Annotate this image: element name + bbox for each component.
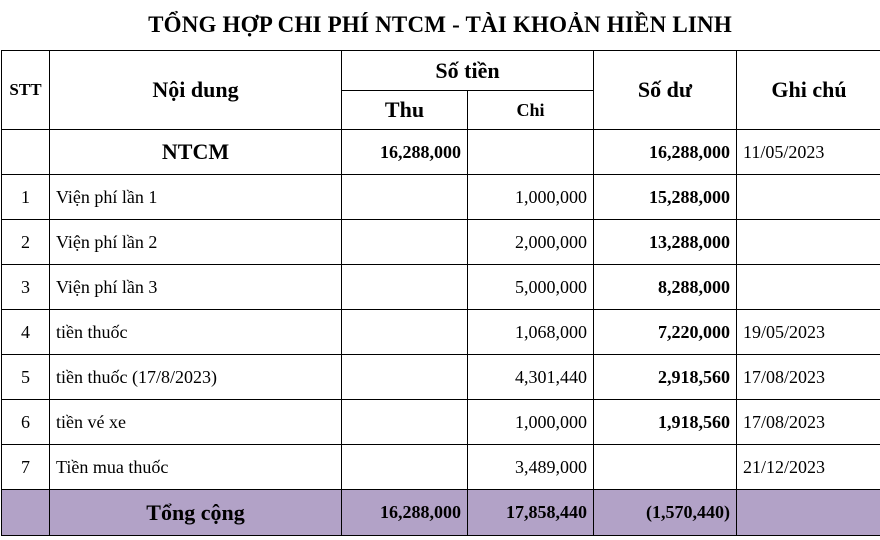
total-ghi-chu[interactable] xyxy=(737,490,880,536)
row-ghi-chu[interactable] xyxy=(737,220,880,265)
opening-stt-cell[interactable] xyxy=(2,130,50,175)
row-stt[interactable]: 7 xyxy=(2,445,50,490)
header-stt[interactable]: STT xyxy=(2,51,50,130)
total-row xyxy=(2,490,880,536)
row-thu[interactable] xyxy=(342,220,468,265)
table-row xyxy=(2,355,880,400)
row-ghi-chu[interactable] xyxy=(737,265,880,310)
opening-chi-cell[interactable] xyxy=(468,130,594,175)
row-thu[interactable] xyxy=(342,355,468,400)
total-thu[interactable]: 16,288,000 xyxy=(342,490,468,536)
row-thu[interactable] xyxy=(342,400,468,445)
header-noi-dung[interactable]: Nội dung xyxy=(50,51,342,130)
row-thu[interactable] xyxy=(342,265,468,310)
row-thu[interactable] xyxy=(342,175,468,220)
row-noi-dung[interactable]: Viện phí lần 3 xyxy=(50,265,342,310)
row-chi[interactable]: 3,489,000 xyxy=(468,445,594,490)
table-row xyxy=(2,400,880,445)
row-stt[interactable]: 2 xyxy=(2,220,50,265)
row-thu[interactable] xyxy=(342,310,468,355)
row-chi[interactable]: 1,000,000 xyxy=(468,175,594,220)
row-so-du[interactable]: 7,220,000 xyxy=(594,310,737,355)
header-so-du[interactable]: Số dư xyxy=(594,51,737,130)
row-so-du[interactable]: 8,288,000 xyxy=(594,265,737,310)
row-noi-dung[interactable]: tiền thuốc (17/8/2023) xyxy=(50,355,342,400)
row-chi[interactable]: 1,000,000 xyxy=(468,400,594,445)
row-ghi-chu[interactable]: 21/12/2023 xyxy=(737,445,880,490)
table-row xyxy=(2,310,880,355)
table-row xyxy=(2,175,880,220)
opening-row xyxy=(2,130,880,175)
row-so-du[interactable]: 2,918,560 xyxy=(594,355,737,400)
row-stt[interactable]: 3 xyxy=(2,265,50,310)
row-chi[interactable]: 2,000,000 xyxy=(468,220,594,265)
total-chi[interactable]: 17,858,440 xyxy=(468,490,594,536)
row-so-du[interactable]: 1,918,560 xyxy=(594,400,737,445)
row-noi-dung[interactable]: tiền thuốc xyxy=(50,310,342,355)
table-row xyxy=(2,265,880,310)
total-label[interactable]: Tổng cộng xyxy=(50,490,342,536)
row-ghi-chu[interactable]: 19/05/2023 xyxy=(737,310,880,355)
row-stt[interactable]: 4 xyxy=(2,310,50,355)
header-chi[interactable]: Chi xyxy=(468,91,594,130)
row-ghi-chu[interactable] xyxy=(737,175,880,220)
row-chi[interactable]: 4,301,440 xyxy=(468,355,594,400)
row-ghi-chu[interactable]: 17/08/2023 xyxy=(737,355,880,400)
header-row-1 xyxy=(2,51,880,91)
row-noi-dung[interactable]: tiền vé xe xyxy=(50,400,342,445)
row-chi[interactable]: 1,068,000 xyxy=(468,310,594,355)
row-so-du[interactable] xyxy=(594,445,737,490)
opening-label[interactable]: NTCM xyxy=(50,130,342,175)
row-noi-dung[interactable]: Viện phí lần 2 xyxy=(50,220,342,265)
row-so-du[interactable]: 15,288,000 xyxy=(594,175,737,220)
row-thu[interactable] xyxy=(342,445,468,490)
opening-so-du[interactable]: 16,288,000 xyxy=(594,130,737,175)
sheet-title: TỔNG HỢP CHI PHÍ NTCM - TÀI KHOẢN HIỀN LINH xyxy=(148,12,732,37)
row-stt[interactable]: 5 xyxy=(2,355,50,400)
row-noi-dung[interactable]: Viện phí lần 1 xyxy=(50,175,342,220)
total-so-du[interactable]: (1,570,440) xyxy=(594,490,737,536)
expense-table xyxy=(1,50,880,536)
row-ghi-chu[interactable]: 17/08/2023 xyxy=(737,400,880,445)
header-thu[interactable]: Thu xyxy=(342,91,468,130)
total-stt-cell[interactable] xyxy=(2,490,50,536)
row-stt[interactable]: 1 xyxy=(2,175,50,220)
row-noi-dung[interactable]: Tiền mua thuốc xyxy=(50,445,342,490)
table-row xyxy=(2,445,880,490)
table-row xyxy=(2,220,880,265)
row-so-du[interactable]: 13,288,000 xyxy=(594,220,737,265)
opening-ghi-chu[interactable]: 11/05/2023 xyxy=(737,130,880,175)
row-chi[interactable]: 5,000,000 xyxy=(468,265,594,310)
header-ghi-chu[interactable]: Ghi chú xyxy=(737,51,880,130)
header-so-tien[interactable]: Số tiền xyxy=(342,51,594,91)
row-stt[interactable]: 6 xyxy=(2,400,50,445)
opening-thu[interactable]: 16,288,000 xyxy=(342,130,468,175)
